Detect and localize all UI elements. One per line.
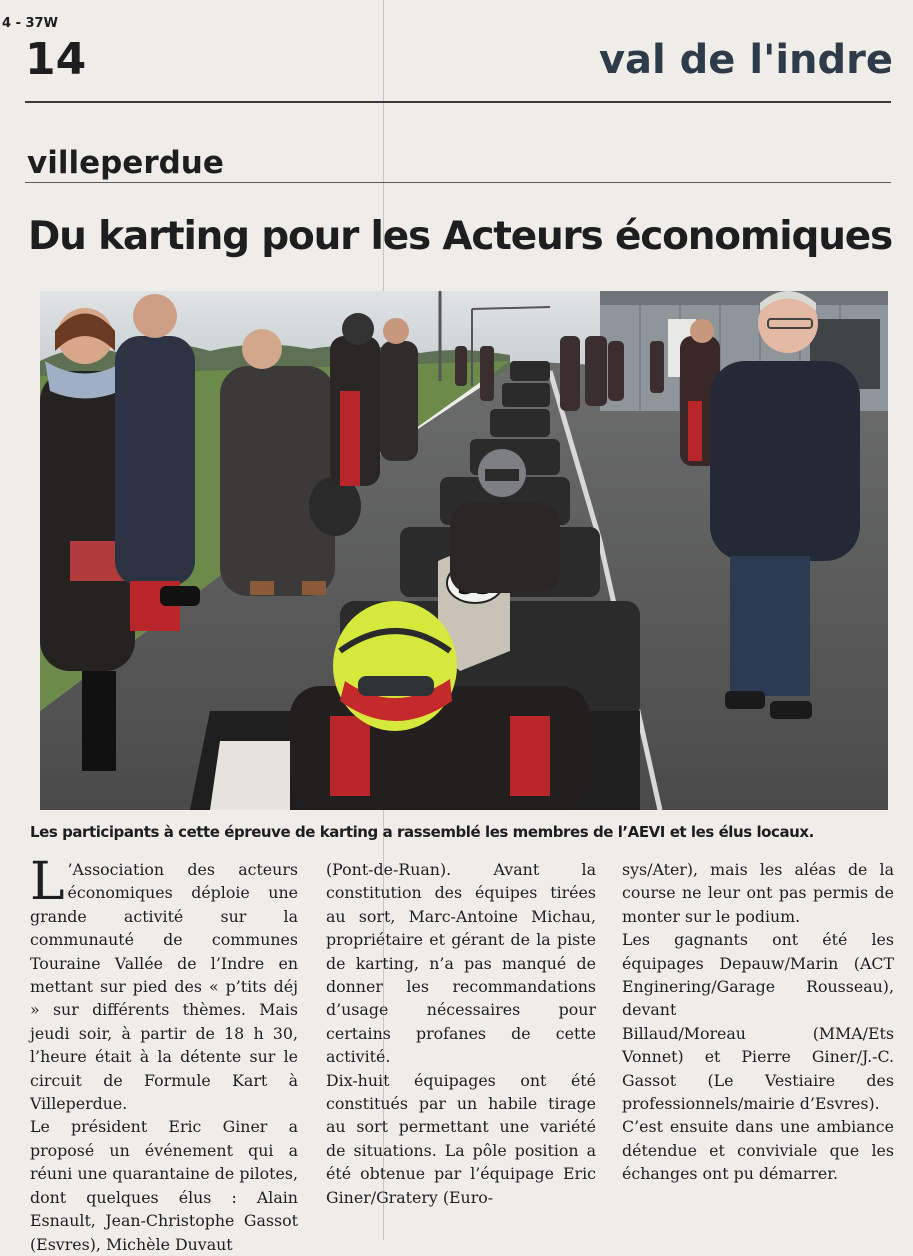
header-rule (25, 101, 891, 103)
drop-cap: L (30, 852, 65, 912)
photo-caption: Les participants à cette épreuve de karting a rassemblé les membres de l’AEVI et les élus locaux. (30, 823, 814, 841)
article-column-1 (30, 852, 298, 1256)
paragraph: Billaud/Moreau (MMA/Ets Vonnet) et Pierre Giner/J.-C. Gassot (Le Vestiaire des professionnels/mairie d’Esvres). (622, 1023, 894, 1114)
section-title: val de l'indre (598, 37, 893, 83)
headline: Du karting pour les Acteurs économiques (28, 214, 893, 259)
article-column-3 (622, 858, 894, 1186)
article-column-2 (326, 858, 596, 1209)
locality-label: villeperdue (27, 145, 224, 181)
paragraph: Les gagnants ont été les équipages Depauw/Marin (ACT Enginering/Garage Rousseau), devant (622, 930, 894, 1020)
paragraph: C’est ensuite dans une ambiance détendue et conviviale que les échanges ont pu démarrer. (622, 1117, 894, 1184)
page-number: 14 (25, 34, 87, 85)
paragraph: Le président Eric Giner a proposé un événement qui a réuni une quarantaine de pilotes, dont quelques élus : Alain Esnault, Jean-Christophe Gassot (Esvres), Michèle Duvaut (30, 1117, 298, 1254)
paragraph: Dix-huit équipages ont été constitués par un habile tirage au sort permettant une variété de situations. La pôle position a été obtenue par l’équipage Eric Giner/Gratery (Euro- (326, 1070, 596, 1207)
paragraph: L ’Association des acteurs économiques déploie une grande activité sur la communauté de communes Touraine Vallée de l’Indre en mettant sur pied des « p’tits déj » sur différents thèmes. Mais jeudi soir, à partir de 18 h 30, l’heure était à la détente sur le circuit de Formule Kart à Villeperdue. (30, 852, 298, 1114)
paragraph: (Pont-de-Ruan). Avant la constitution des équipes tirées au sort, Marc-Antoine Michau, propriétaire et gérant de la piste de karting, n’a pas manqué de donner les recommandations d’usage nécessaires pour certains profanes de cette activité. (326, 860, 596, 1067)
locality-rule (25, 182, 891, 183)
paragraph: sys/Ater), mais les aléas de la course ne leur ont pas permis de monter sur le podium. (622, 860, 894, 926)
article-photo (40, 291, 888, 810)
edition-code: 4 - 37W (2, 16, 58, 31)
